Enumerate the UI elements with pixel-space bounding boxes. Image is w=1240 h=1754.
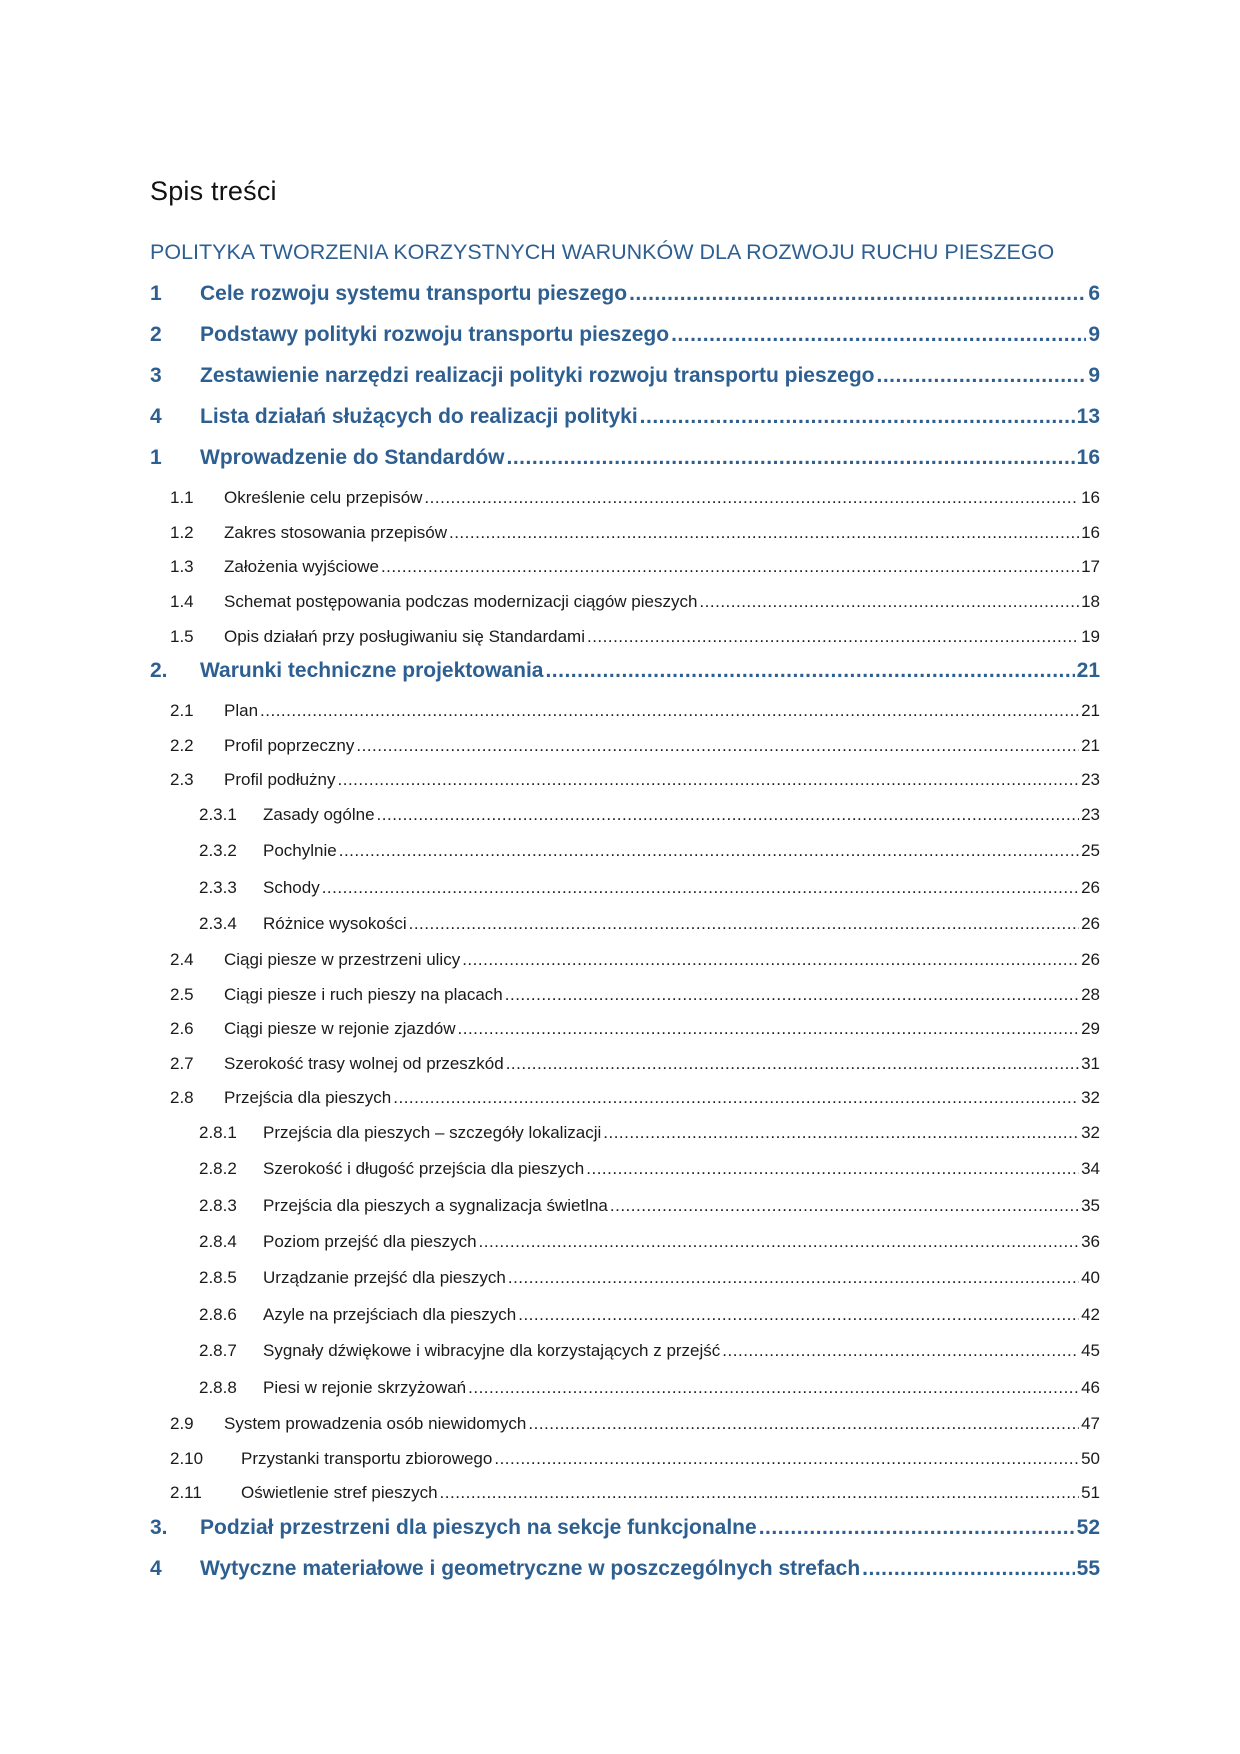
entry-page: 45 — [1081, 1341, 1100, 1360]
entry-number: 2.6 — [170, 1019, 194, 1038]
entry-number: 1 — [150, 446, 162, 469]
entry-title: Określenie celu przepisów — [224, 488, 423, 507]
dot-leader — [545, 659, 1074, 683]
dot-leader — [458, 1019, 1080, 1039]
entry-title: Cele rozwoju systemu transportu pieszego — [200, 282, 628, 305]
toc-entry[interactable] — [150, 805, 1100, 825]
entry-title: Opis działań przy posługiwaniu się Standardami — [224, 627, 585, 646]
toc-entry[interactable] — [150, 1123, 1100, 1143]
toc-entry[interactable] — [150, 914, 1100, 934]
dot-leader — [610, 1196, 1079, 1216]
entry-page: 42 — [1081, 1305, 1100, 1324]
entry-page: 26 — [1081, 950, 1100, 969]
dot-leader — [479, 1232, 1080, 1252]
entry-page: 51 — [1081, 1483, 1100, 1502]
entry-number: 2.8.8 — [199, 1378, 237, 1397]
dot-leader — [381, 557, 1079, 577]
dot-leader — [603, 1123, 1079, 1143]
entry-number: 2.7 — [170, 1054, 194, 1073]
toc-entry[interactable] — [150, 701, 1100, 721]
entry-number: 2.1 — [170, 701, 194, 720]
toc-entry[interactable] — [150, 1019, 1100, 1039]
toc-entry[interactable] — [150, 950, 1100, 970]
entry-number: 2.4 — [170, 950, 194, 969]
toc-entry[interactable] — [150, 659, 1100, 683]
entry-page: 13 — [1076, 405, 1100, 428]
dot-leader — [393, 1088, 1079, 1108]
entry-number: 2.9 — [170, 1414, 194, 1433]
entry-page: 17 — [1081, 557, 1100, 576]
dot-leader — [528, 1414, 1079, 1434]
entry-title: Szerokość trasy wolnej od przeszkód — [224, 1054, 504, 1073]
entry-page: 26 — [1081, 878, 1100, 897]
entry-title: Poziom przejść dla pieszych — [263, 1232, 477, 1251]
entry-page: 21 — [1076, 659, 1100, 682]
dot-leader — [449, 523, 1079, 543]
dot-leader — [586, 1159, 1079, 1179]
dot-leader — [640, 405, 1075, 429]
entry-number: 2.3 — [170, 770, 194, 789]
entry-number: 2.8.6 — [199, 1305, 237, 1324]
toc-entry[interactable] — [150, 1449, 1100, 1469]
entry-page: 36 — [1081, 1232, 1100, 1251]
entry-title: Ciągi piesze w rejonie zjazdów — [224, 1019, 456, 1038]
entry-title: Przystanki transportu zbiorowego — [241, 1449, 493, 1468]
entry-page: 52 — [1076, 1516, 1100, 1539]
entry-page: 32 — [1081, 1088, 1100, 1107]
entry-page: 25 — [1081, 841, 1100, 860]
entry-page: 9 — [1088, 323, 1100, 346]
dot-leader — [377, 805, 1080, 825]
dot-leader — [508, 1268, 1079, 1288]
dot-leader — [518, 1305, 1079, 1325]
entry-number: 4 — [150, 1557, 162, 1580]
toc-entry[interactable] — [150, 1516, 1100, 1540]
entry-title: Ciągi piesze w przestrzeni ulicy — [224, 950, 461, 969]
toc-entry[interactable] — [150, 1483, 1100, 1503]
dot-leader — [468, 1378, 1079, 1398]
entry-title: Różnice wysokości — [263, 914, 407, 933]
entry-title: Wprowadzenie do Standardów — [200, 446, 505, 469]
toc-heading: Spis treści — [150, 176, 277, 206]
toc-entry[interactable] — [150, 1054, 1100, 1074]
entry-number: 2.10 — [170, 1449, 204, 1468]
entry-page: 18 — [1081, 592, 1100, 611]
entry-number: 2.3.4 — [199, 914, 237, 933]
dot-leader — [629, 282, 1086, 306]
entry-number: 2.11 — [170, 1483, 202, 1502]
toc-entry[interactable] — [150, 488, 1100, 508]
dot-leader — [505, 985, 1079, 1005]
entry-page: 34 — [1081, 1159, 1100, 1178]
entry-title: Urządzanie przejść dla pieszych — [263, 1268, 506, 1287]
entry-number: 1.2 — [170, 523, 194, 542]
toc-entry[interactable] — [150, 1268, 1100, 1288]
entry-page: 31 — [1081, 1054, 1100, 1073]
entry-page: 21 — [1081, 701, 1100, 720]
entry-title: Warunki techniczne projektowania — [200, 659, 544, 682]
entry-number: 3. — [150, 1516, 168, 1539]
toc-entry[interactable] — [150, 282, 1100, 306]
entry-title: Szerokość i długość przejścia dla pieszych — [263, 1159, 585, 1178]
dot-leader — [322, 878, 1079, 898]
entry-title: Pochylnie — [263, 841, 337, 860]
toc-entry[interactable] — [150, 1196, 1100, 1216]
entry-title: Przejścia dla pieszych – szczegóły lokalizacji — [263, 1123, 602, 1142]
entry-title: Piesi w rejonie skrzyżowań — [263, 1378, 467, 1397]
entry-page: 16 — [1081, 488, 1100, 507]
entry-page: 46 — [1081, 1378, 1100, 1397]
entry-number: 2.3.2 — [199, 841, 237, 860]
entry-page: 23 — [1081, 770, 1100, 789]
dot-leader — [409, 914, 1079, 934]
entry-number: 2.3.1 — [199, 805, 237, 824]
dot-leader — [862, 1557, 1074, 1581]
entry-page: 32 — [1081, 1123, 1100, 1142]
toc-entry[interactable] — [150, 364, 1100, 388]
entry-number: 2.2 — [170, 736, 194, 755]
entry-number: 1.1 — [170, 488, 194, 507]
entry-number: 2.8 — [170, 1088, 194, 1107]
dot-leader — [338, 770, 1080, 790]
entry-title: Przejścia dla pieszych a sygnalizacja świetlna — [263, 1196, 608, 1215]
entry-page: 6 — [1088, 282, 1100, 305]
entry-page: 16 — [1081, 523, 1100, 542]
entry-title: Zestawienie narzędzi realizacji polityki rozwoju transportu pieszego — [200, 364, 875, 387]
entry-number: 2.8.3 — [199, 1196, 237, 1215]
entry-page: 55 — [1076, 1557, 1100, 1580]
dot-leader — [877, 364, 1087, 388]
entry-title: Ciągi piesze i ruch pieszy na placach — [224, 985, 503, 1004]
toc-entry[interactable] — [150, 1341, 1100, 1361]
toc-entry[interactable] — [150, 1414, 1100, 1434]
toc-entry[interactable] — [150, 557, 1100, 577]
entry-title: Schemat postępowania podczas modernizacji ciągów pieszych — [224, 592, 698, 611]
entry-title: Zasady ogólne — [263, 805, 375, 824]
entry-number: 2.5 — [170, 985, 194, 1004]
entry-page: 47 — [1081, 1414, 1100, 1433]
toc-entry[interactable] — [150, 1159, 1100, 1179]
toc-entry[interactable] — [150, 878, 1100, 898]
toc-entry[interactable] — [150, 1088, 1100, 1108]
entry-page: 50 — [1081, 1449, 1100, 1468]
toc-entry[interactable] — [150, 1378, 1100, 1398]
entry-number: 2.8.2 — [199, 1159, 237, 1178]
entry-number: 1.3 — [170, 557, 194, 576]
entry-number: 1 — [150, 282, 162, 305]
entry-title: Azyle na przejściach dla pieszych — [263, 1305, 517, 1324]
toc-entry[interactable] — [150, 446, 1100, 470]
entry-title: Założenia wyjściowe — [224, 557, 379, 576]
dot-leader — [506, 1054, 1079, 1074]
dot-leader — [260, 701, 1079, 721]
entry-number: 1.4 — [170, 592, 194, 611]
entry-number: 2.8.5 — [199, 1268, 237, 1287]
entry-title: Plan — [224, 701, 259, 720]
entry-title: Wytyczne materiałowe i geometryczne w poszczególnych strefach — [200, 1557, 861, 1580]
entry-page: 29 — [1081, 1019, 1100, 1038]
toc-entry[interactable] — [150, 1305, 1100, 1325]
toc-entry[interactable] — [150, 985, 1100, 1005]
entry-page: 9 — [1088, 364, 1100, 387]
dot-leader — [440, 1483, 1080, 1503]
entry-page: 23 — [1081, 805, 1100, 824]
entry-page: 21 — [1081, 736, 1100, 755]
dot-leader — [462, 950, 1079, 970]
entry-page: 19 — [1081, 627, 1100, 646]
entry-title: Podział przestrzeni dla pieszych na sekcje funkcjonalne — [200, 1516, 757, 1539]
toc-entry[interactable] — [150, 736, 1100, 756]
entry-title: Sygnały dźwiękowe i wibracyjne dla korzystających z przejść — [263, 1341, 721, 1360]
toc-entry[interactable] — [150, 770, 1100, 790]
toc-entry[interactable] — [150, 1232, 1100, 1252]
entry-title: System prowadzenia osób niewidomych — [224, 1414, 527, 1433]
section-title: POLITYKA TWORZENIA KORZYSTNYCH WARUNKÓW DLA ROZWOJU RUCHU PIESZEGO — [150, 240, 1055, 264]
toc-entry[interactable] — [150, 523, 1100, 543]
entry-number: 2. — [150, 659, 168, 682]
toc-entry[interactable] — [150, 841, 1100, 861]
dot-leader — [759, 1516, 1075, 1540]
toc-entry[interactable] — [150, 323, 1100, 347]
entry-title: Profil podłużny — [224, 770, 336, 789]
entry-page: 35 — [1081, 1196, 1100, 1215]
toc-entry[interactable] — [150, 592, 1100, 612]
toc-entry[interactable] — [150, 405, 1100, 429]
entry-page: 40 — [1081, 1268, 1100, 1287]
dot-leader — [722, 1341, 1079, 1361]
entry-title: Schody — [263, 878, 320, 897]
entry-number: 4 — [150, 405, 162, 428]
dot-leader — [699, 592, 1079, 612]
entry-number: 2.8.1 — [199, 1123, 237, 1142]
entry-number: 2.8.4 — [199, 1232, 237, 1251]
entry-number: 2 — [150, 323, 162, 346]
dot-leader — [424, 488, 1079, 508]
toc-entry[interactable] — [150, 1557, 1100, 1581]
entry-title: Zakres stosowania przepisów — [224, 523, 447, 542]
entry-title: Przejścia dla pieszych — [224, 1088, 392, 1107]
entry-title: Lista działań służących do realizacji polityki — [200, 405, 638, 428]
entry-number: 2.8.7 — [199, 1341, 237, 1360]
entry-page: 16 — [1076, 446, 1100, 469]
entry-title: Profil poprzeczny — [224, 736, 355, 755]
dot-leader — [671, 323, 1086, 347]
entry-page: 28 — [1081, 985, 1100, 1004]
entry-number: 1.5 — [170, 627, 194, 646]
toc-entry[interactable] — [150, 627, 1100, 647]
dot-leader — [507, 446, 1075, 470]
entry-page: 26 — [1081, 914, 1100, 933]
dot-leader — [339, 841, 1079, 861]
entry-number: 2.3.3 — [199, 878, 237, 897]
dot-leader — [587, 627, 1079, 647]
dot-leader — [494, 1449, 1079, 1469]
entry-title: Podstawy polityki rozwoju transportu pieszego — [200, 323, 670, 346]
entry-title: Oświetlenie stref pieszych — [241, 1483, 438, 1502]
entry-number: 3 — [150, 364, 162, 387]
dot-leader — [356, 736, 1079, 756]
